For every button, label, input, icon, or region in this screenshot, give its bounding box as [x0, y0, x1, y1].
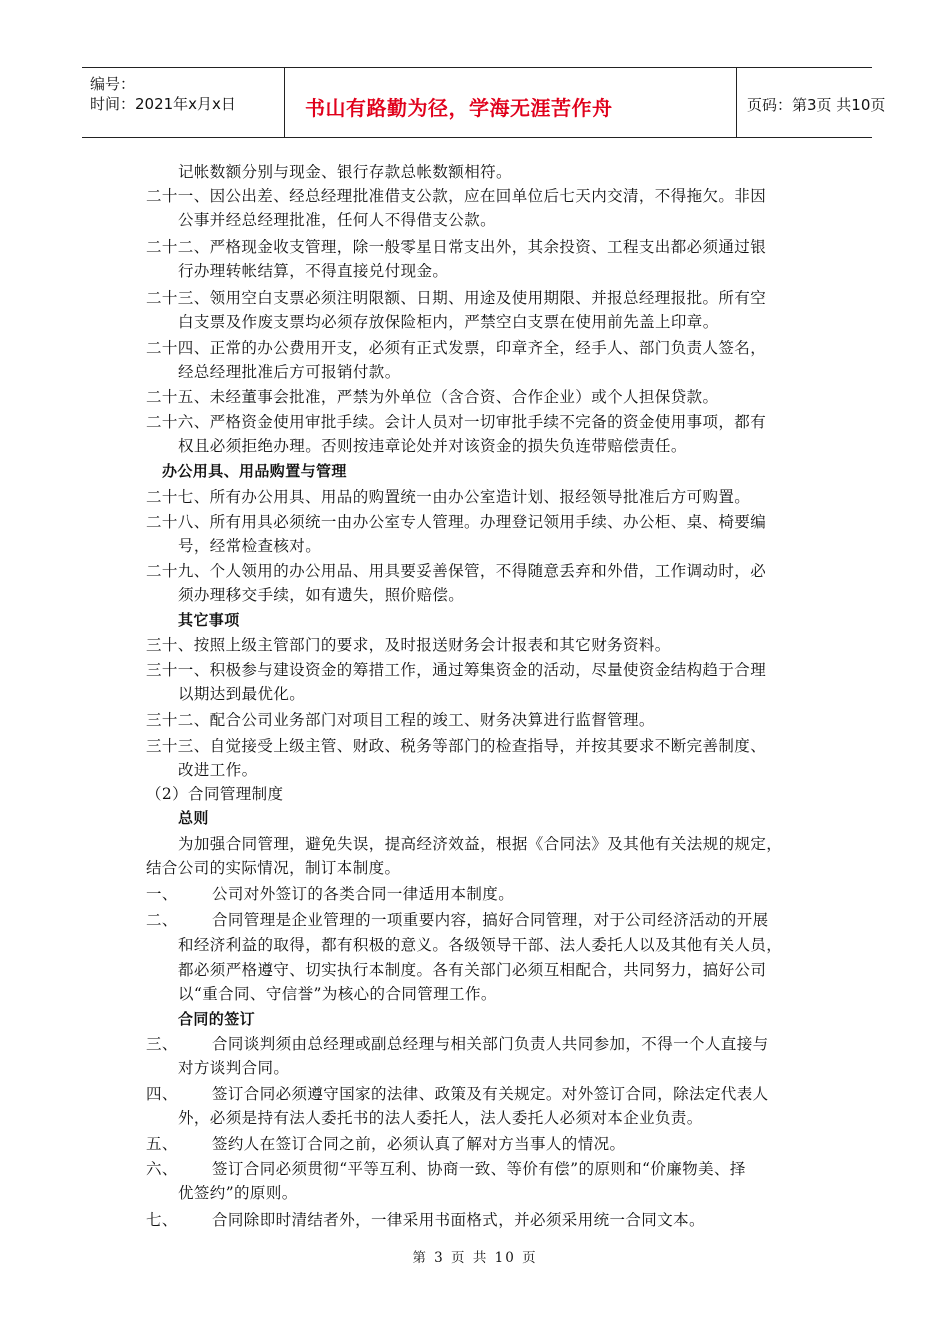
text-line: 二十二、严格现金收支管理，除一般零星日常支出外，其余投资、工程支出都必须通过银	[146, 238, 767, 256]
text-line: 公事并经总经理批准，任何人不得借支公款。	[178, 211, 497, 229]
text-line: 二十三、领用空白支票必须注明限额、日期、用途及使用期限、并报总经理报批。所有空	[146, 289, 767, 307]
text-line: 须办理移交手续，如有遗失，照价赔偿。	[178, 586, 465, 604]
text-line: 都必须严格遵守、切实执行本制度。各有关部门必须互相配合，共同努力，搞好公司	[178, 961, 767, 979]
text-line: 三十、按照上级主管部门的要求，及时报送财务会计报表和其它财务资料。	[146, 636, 671, 654]
text-line: 三十一、积极参与建设资金的筹措工作，通过筹集资金的活动，尽量使资金结构趋于合理	[146, 661, 767, 679]
section-heading: 办公用具、用品购置与管理	[162, 462, 347, 480]
text-line: 二十六、严格资金使用审批手续。会计人员对一切审批手续不完备的资金使用事项，都有	[146, 413, 767, 431]
clause-number: 七、	[146, 1211, 178, 1229]
clause-number: 五、	[146, 1135, 178, 1153]
text-line: 对方谈判合同。	[178, 1059, 290, 1077]
page-info: 页码：第3页 共10页	[747, 96, 886, 114]
clause-number: 四、	[146, 1085, 178, 1103]
text-line: 合同管理是企业管理的一项重要内容，搞好合同管理，对于公司经济活动的开展	[212, 911, 769, 929]
text-line: 经总经理批准后方可报销付款。	[178, 363, 401, 381]
text-line: 三十二、配合公司业务部门对项目工程的竣工、财务决算进行监督管理。	[146, 711, 655, 729]
section-heading: 总则	[178, 809, 209, 827]
text-line: 和经济利益的取得，都有积极的意义。各级领导干部、法人委托人以及其他有关人员，	[178, 936, 783, 954]
text-line: 改进工作。	[178, 761, 258, 779]
section-heading: 合同的签订	[178, 1010, 256, 1028]
text-line: 合同除即时清结者外，一律采用书面格式，并必须采用统一合同文本。	[212, 1211, 705, 1229]
text-line: 结合公司的实际情况，制订本制度。	[146, 859, 401, 877]
text-line: 二十七、所有办公用具、用品的购置统一由办公室造计划、报经领导批准后方可购置。	[146, 488, 751, 506]
clause-number: 二、	[146, 911, 178, 929]
text-line: 三十三、自觉接受上级主管、财政、税务等部门的检查指导，并按其要求不断完善制度、	[146, 737, 767, 755]
text-line: 签约人在签订合同之前，必须认真了解对方当事人的情况。	[212, 1135, 626, 1153]
text-line: 行办理转帐结算，不得直接兑付现金。	[178, 262, 449, 280]
serial-label: 编号：	[90, 75, 136, 93]
text-line: 二十一、因公出差、经总经理批准借支公款，应在回单位后七天内交清，不得拖欠。非因	[146, 187, 767, 205]
text-line: 二十四、正常的办公费用开支，必须有正式发票，印章齐全，经手人、部门负责人签名，	[146, 339, 767, 357]
section-heading: （2）合同管理制度	[146, 785, 284, 803]
text-line: 合同谈判须由总经理或副总经理与相关部门负责人共同参加，不得一个人直接与	[212, 1035, 769, 1053]
text-line: 以“重合同、守信誉”为核心的合同管理工作。	[178, 985, 497, 1003]
text-line: 二十八、所有用具必须统一由办公室专人管理。办理登记领用手续、办公柜、桌、椅要编	[146, 513, 767, 531]
page-footer: 第 3 页 共 10 页	[412, 1250, 538, 1266]
text-line: 号，经常检查核对。	[178, 537, 322, 555]
text-line: 公司对外签订的各类合同一律适用本制度。	[212, 885, 515, 903]
text-line: 权且必须拒绝办理。否则按违章论处并对该资金的损失负连带赔偿责任。	[178, 437, 687, 455]
text-line: 为加强合同管理，避免失误，提高经济效益，根据《合同法》及其他有关法规的规定，	[178, 835, 783, 853]
clause-number: 三、	[146, 1035, 178, 1053]
clause-number: 一、	[146, 885, 178, 903]
text-line: 二十五、未经董事会批准，严禁为外单位（含合资、合作企业）或个人担保贷款。	[146, 388, 719, 406]
text-line: 记帐数额分别与现金、银行存款总帐数额相符。	[178, 163, 512, 181]
clause-number: 六、	[146, 1160, 178, 1178]
text-line: 白支票及作废支票均必须存放保险柜内，严禁空白支票在使用前先盖上印章。	[178, 313, 719, 331]
motto: 书山有路勤为径，学海无涯苦作舟	[305, 96, 613, 120]
text-line: 以期达到最优化。	[178, 685, 306, 703]
text-line: 外，必须是持有法人委托书的法人委托人，法人委托人必须对本企业负责。	[178, 1109, 703, 1127]
text-line: 优签约”的原则。	[178, 1184, 298, 1202]
section-heading: 其它事项	[178, 611, 240, 629]
text-line: 签订合同必须遵守国家的法律、政策及有关规定。对外签订合同，除法定代表人	[212, 1085, 769, 1103]
text-line: 签订合同必须贯彻“平等互利、协商一致、等价有偿”的原则和“价廉物美、择	[212, 1160, 746, 1178]
date-label: 时间：2021年x月x日	[90, 95, 236, 113]
text-line: 二十九、个人领用的办公用品、用具要妥善保管，不得随意丢弃和外借，工作调动时，必	[146, 562, 767, 580]
